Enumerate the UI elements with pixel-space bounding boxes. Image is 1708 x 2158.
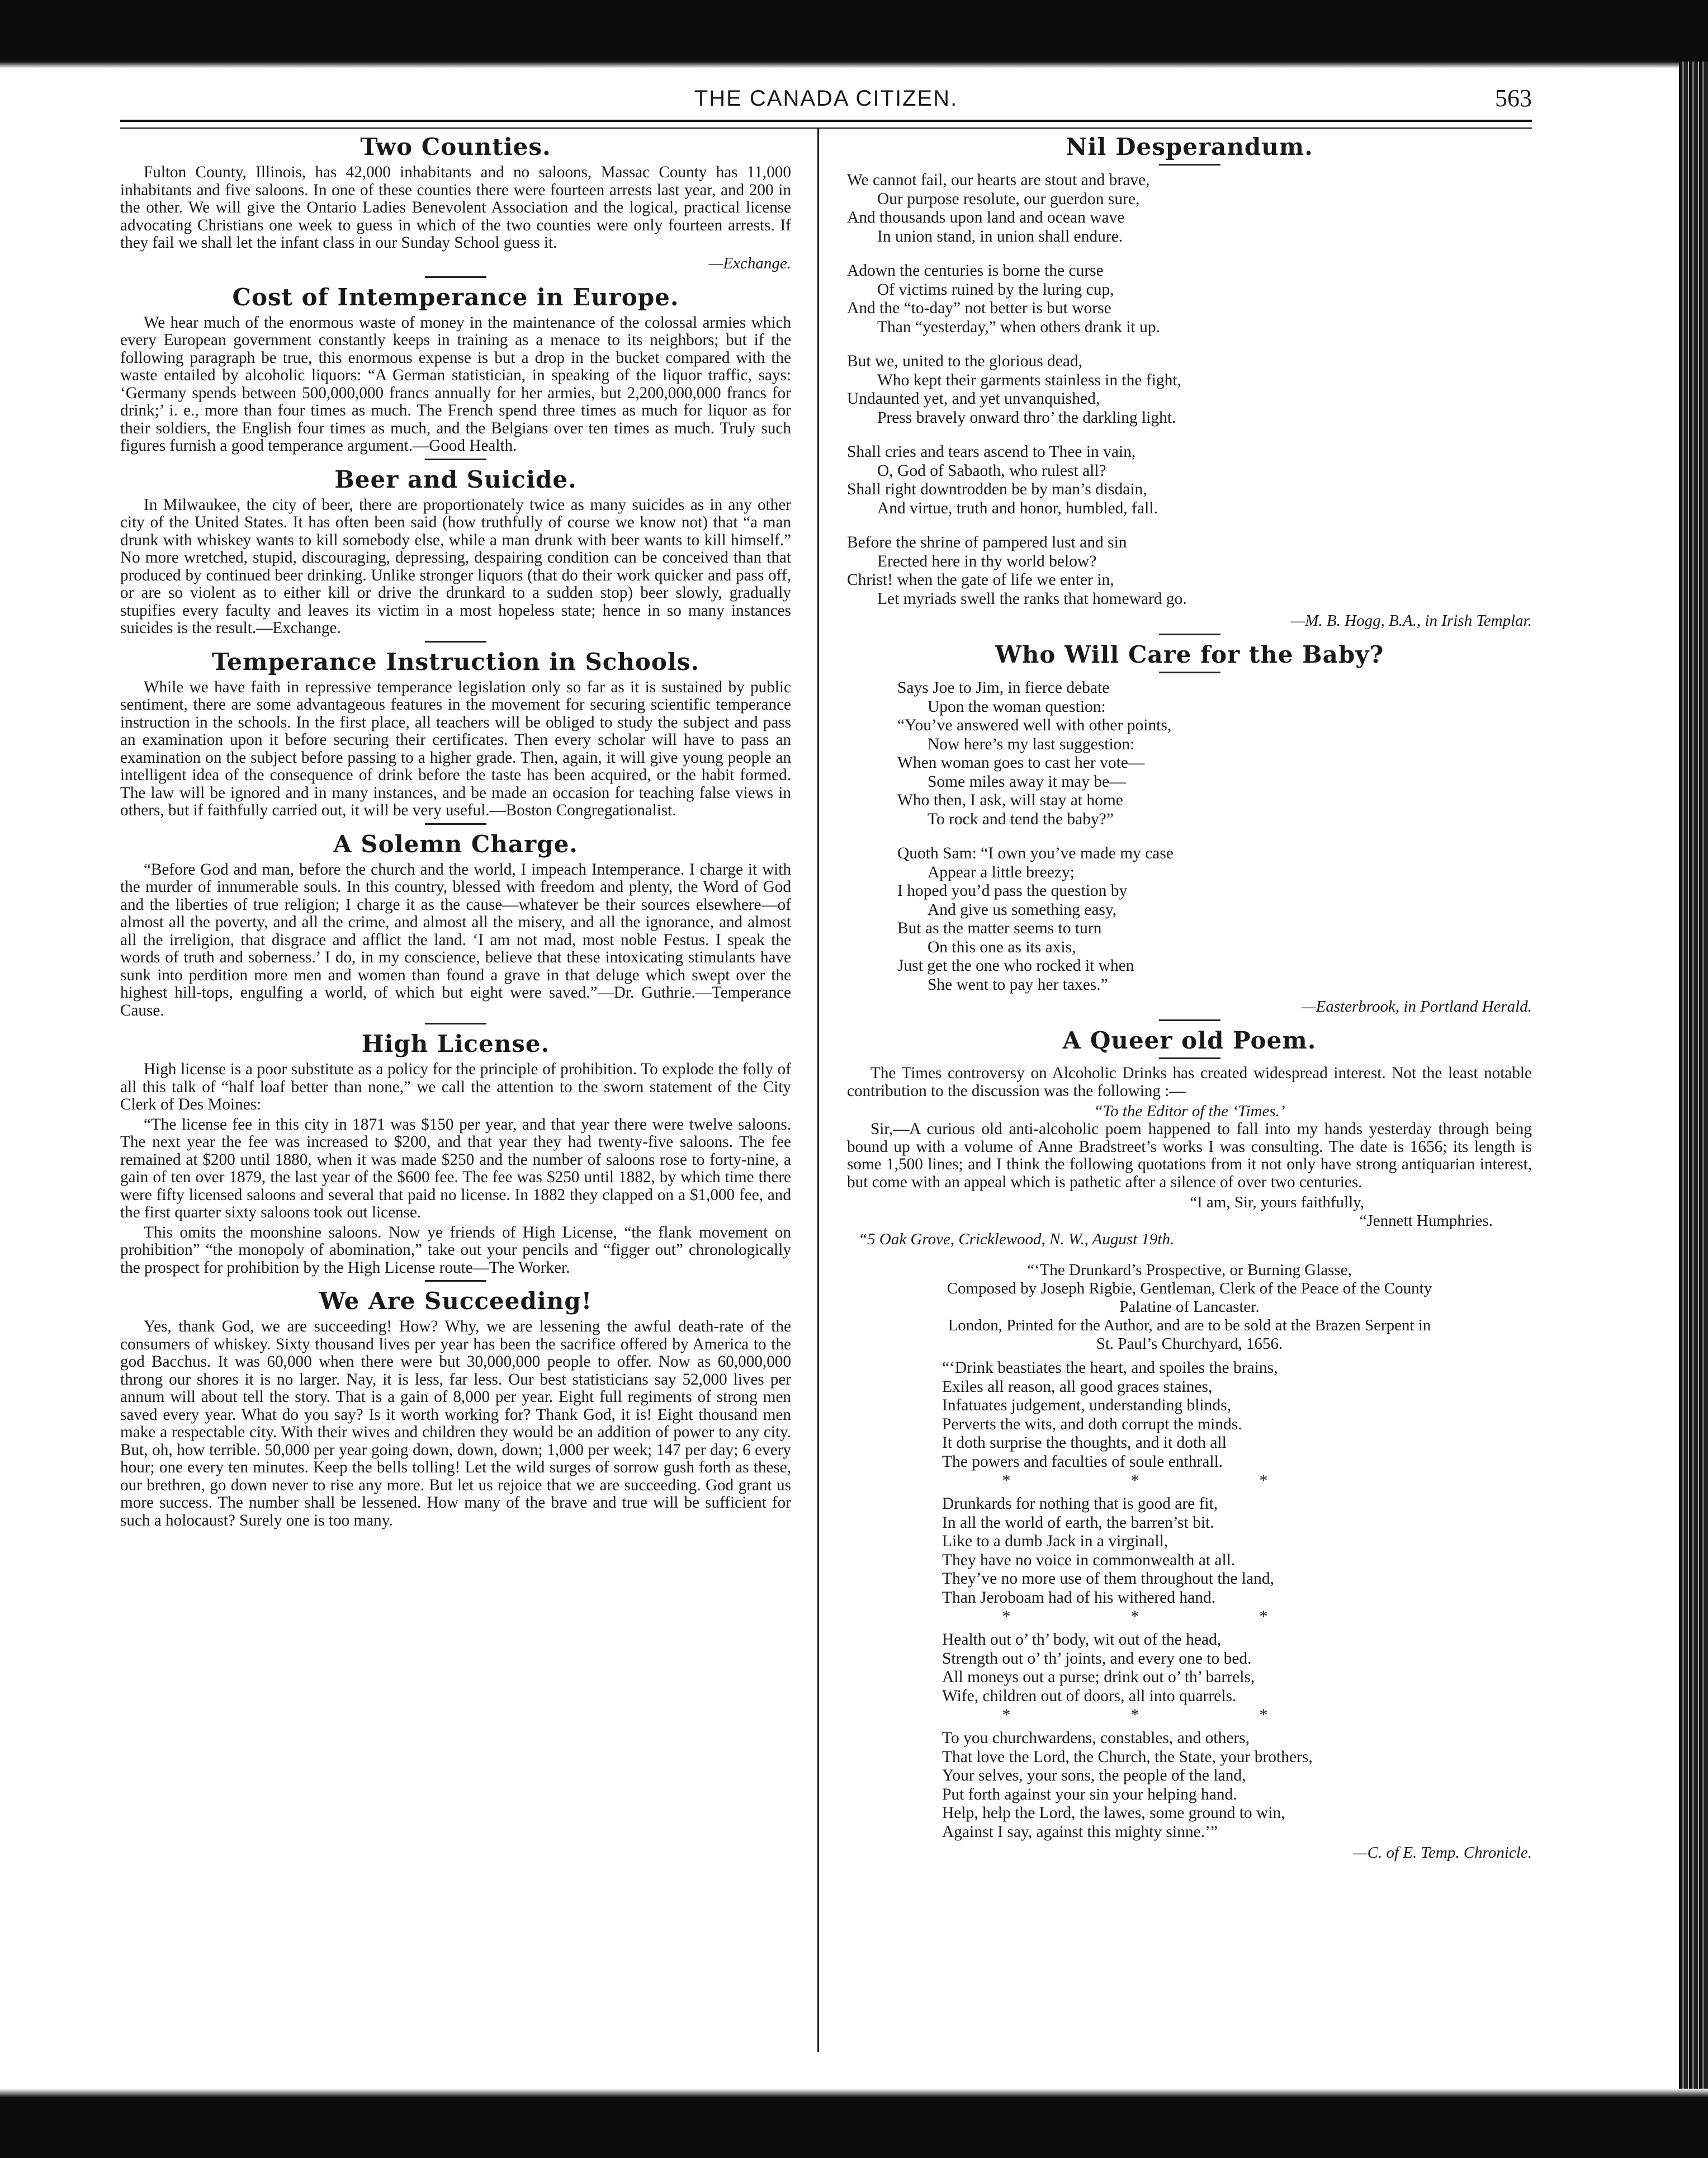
poem-line: The powers and faculties of soule enthrall. <box>942 1452 1223 1471</box>
poem-line: Put forth against your sin your helping hand. <box>942 1785 1237 1803</box>
poem-line: Our purpose resolute, our guerdon sure, <box>877 190 1140 208</box>
section-rule <box>1159 1019 1220 1021</box>
poem-stanza <box>942 1359 1532 1471</box>
poem-stanza <box>847 262 1532 337</box>
article-solemn-charge <box>120 830 791 1020</box>
poem-stanza <box>897 679 1532 829</box>
section-rule <box>1159 634 1220 635</box>
poem-line: Says Joe to Jim, in fierce debate <box>897 679 1110 697</box>
column-divider <box>817 129 819 2052</box>
poem-line: She went to pay her taxes.” <box>928 975 1108 994</box>
section-rule <box>425 641 486 643</box>
scan-border-bottom <box>0 2097 1708 2158</box>
ellipsis-stars <box>942 1707 1532 1723</box>
scan-border-right <box>1679 62 1708 2131</box>
star: * <box>1130 1607 1139 1626</box>
poem-line: Wife, children out of doors, all into quarrels. <box>942 1687 1237 1705</box>
poem-line: Before the shrine of pampered lust and sin <box>847 533 1127 551</box>
article-heading: Cost of Intemperance in Europe. <box>232 283 679 311</box>
poem-line: Against I say, against this mighty sinne.’” <box>942 1822 1218 1841</box>
poem-line: In all the world of earth, the barren’st bit. <box>942 1513 1214 1532</box>
poem-line: I hoped you’d pass the question by <box>897 882 1128 900</box>
section-rule <box>425 1280 486 1282</box>
letter-address: “5 Oak Grove, Cricklewood, N. W., August 19th. <box>858 1230 1175 1248</box>
poem-line: But as the matter seems to turn <box>897 919 1102 937</box>
poem-line: Undaunted yet, and yet unvanquished, <box>847 390 1100 408</box>
star: * <box>1002 1706 1011 1724</box>
star: * <box>1259 1607 1268 1626</box>
poem-stanza <box>847 443 1532 518</box>
letter-body: Sir,—A curious old anti-alcoholic poem happened to fall into my hands yesterday through being bound up with a volume of Anne Bradstreet’s works I was consulting. The date is 1656; its length is some 1,500 lines; and I think the following quotations from it not only have strong antiquarian interest, but come with an appeal which is pathetic after a silence of over two centuries. <box>847 1120 1532 1191</box>
poem-line: Adown the centuries is borne the curse <box>847 262 1104 280</box>
poem-who-will-care-for-the-baby <box>847 641 1532 1016</box>
article-body: While we have faith in repressive temperance legislation only so far as it is sustained by public sentiment, there are some advantageous features in the movement for securing scientific temperance instruction in the schools. In the first place, all teachers will be obliged to study the subject and pass an examination upon it before securing their certificates. Then every scholar will have to pass an examination on the subject before passing to a higher grade. Then, again, it will give young people an intelligent idea of the consequence of drink before the taste has been acquired, or the habit formed. The law will be ignored and in many instances, and be made an occasion for teaching false views in others, but if faithfully carried out, it will be very useful.—Boston Congregationalist. <box>120 678 791 819</box>
article-heading: High License. <box>361 1030 550 1057</box>
section-rule <box>425 1023 486 1024</box>
poem-line: Some miles away it may be— <box>928 772 1126 791</box>
star: * <box>1130 1471 1139 1490</box>
ellipsis-stars <box>942 1472 1532 1489</box>
poem-line: Shall cries and tears ascend to Thee in vain, <box>847 443 1136 461</box>
section-rule <box>425 823 486 825</box>
poem-line: Your selves, your sons, the people of the land, <box>942 1767 1246 1784</box>
book-title-line: Composed by Joseph Rigbie, Gentleman, Clerk of the Peace of the County <box>947 1279 1432 1297</box>
article-heading: Temperance Instruction in Schools. <box>211 648 700 676</box>
poem-stanza <box>942 1631 1532 1706</box>
poem-line: Shall right downtrodden be by man’s disdain, <box>847 480 1147 498</box>
article-body: Fulton County, Illinois, has 42,000 inhabitants and no saloons, Massac County has 11,000 inhabitants and five saloons. In one of these counties there were fourteen arrests last year, and 200 in the other. We will give the Ontario Ladies Benevolent Association and the logical, practical license advocating Christians one week to guess in which of the two counties were only fourteen arrests. If they fail we shall let the infant class in our Sunday School guess it. <box>120 163 791 252</box>
poem-line: “‘Drink beastiates the heart, and spoiles the brains, <box>942 1359 1278 1377</box>
poem-line: Just get the one who rocked it when <box>897 957 1134 975</box>
letter-signature: “Jennett Humphries. <box>1359 1212 1493 1230</box>
article-credit: —Exchange. <box>708 254 791 272</box>
scan-border-top <box>0 0 1708 64</box>
poem-line: Now here’s my last suggestion: <box>928 735 1135 753</box>
poem-stanza <box>847 171 1532 246</box>
poem-line: That love the Lord, the Church, the State, your brothers, <box>942 1748 1313 1766</box>
poem-line: “You’ve answered well with other points, <box>897 716 1172 734</box>
poem-line: Exiles all reason, all good graces staines, <box>942 1377 1213 1396</box>
section-rule <box>425 459 486 460</box>
article-cost-of-intemperance <box>120 284 791 455</box>
poem-line: Strength out o’ th’ joints, and every one to bed. <box>942 1649 1252 1668</box>
newspaper-title: THE CANADA CITIZEN. <box>694 86 958 111</box>
poem-line: It doth surprise the thoughts, and it doth all <box>942 1434 1227 1452</box>
star: * <box>1259 1471 1268 1490</box>
poem-line: And the “to-day” not better is but worse <box>847 299 1111 317</box>
poem-line: Who then, I ask, will stay at home <box>897 791 1123 809</box>
article-two-counties <box>120 133 791 273</box>
poem-body <box>847 171 1532 608</box>
poem-line: Perverts the wits, and doth corrupt the minds. <box>942 1415 1242 1433</box>
poem-credit: —M. B. Hogg, B.A., in Irish Templar. <box>1290 612 1532 630</box>
section-rule <box>1159 672 1220 673</box>
poem-line: When woman goes to cast her vote— <box>897 754 1145 772</box>
ellipsis-stars <box>942 1608 1532 1625</box>
poem-line: And thousands upon land and ocean wave <box>847 209 1125 226</box>
left-column <box>120 129 791 1532</box>
poem-line: Who kept their garments stainless in the fight, <box>877 371 1181 389</box>
poem-stanza <box>942 1495 1532 1607</box>
article-body: In Milwaukee, the city of beer, there are proportionately twice as many suicides as in any other city of the United States. It has often been said (how truthfully of course we know not) that “a man drunk with whiskey wants to kill somebody else, while a man drunk with beer wants to kill himself.” No more wretched, stupid, discouraging, depressing, despairing condition can be conceived than that produced by continued beer drinking. Unlike stronger liquors (that do their work quicker and pass off, or are so violent as to either kill or drive the drunkard to a sudden stop) beer slowly, gradually stupifies every faculty and leaves its victim in a most hopeless state; hence in so many instances suicides is the result.—Exchange. <box>120 495 791 637</box>
article-temperance-instruction <box>120 648 791 820</box>
article-heading: Who Will Care for the Baby? <box>995 641 1384 668</box>
header-rule <box>120 120 1532 129</box>
poem-line: Erected here in thy world below? <box>877 552 1097 570</box>
poem-stanza <box>847 352 1532 427</box>
article-heading: We Are Succeeding! <box>319 1287 593 1315</box>
scan-border-top-edge <box>0 62 1708 68</box>
poem-line: Upon the woman question: <box>928 697 1106 716</box>
poem-stanza <box>847 533 1532 608</box>
article-body: “Before God and man, before the church and the world, I impeach Intemperance. I charge it with the murder of innumerable souls. In this country, blessed with freedom and plenty, the Word of God and the liberties of true religion; I charge it as the cause—whatever be their sources elsewhere—of almost all the poverty, and all the crime, and almost all the misery, and all the ignorance, and almost all the irreligion, that disgrace and afflict the land. ‘I am not mad, most noble Festus. I speak the words of truth and soberness.’ I do, in my conscience, believe that these intoxicating stimulants have sunk into perdition more men and women than found a grave in that deluge which swept over the highest hill-tops, engulfing a world, of which but eight were saved.”—Dr. Guthrie.—Temperance Cause. <box>120 860 791 1019</box>
article-body: Yes, thank God, we are succeeding! How? Why, we are lessening the awful death-rate of the consumers of whiskey. Sixty thousand lives per year has been the sacrifice offered by America to the god Bacchus. It was 60,000 when there were but 30,000,000 people to offer. Now as 60,000,000 throng our shores it is no larger. Nay, it is less, far less. Our best statisticians say 52,000 lives per annum will about tell the story. That is a gain of 8,000 per year. Eight full regiments of strong men saved every year. What do you say? Is it worth working for? Thank God, it is! Eight thousand men make a respectable city. With their wives and children they would be an addition of power to any city. But, oh, how terrible. 50,000 per year going down, down, down; 1,000 per week; 147 per day; 6 every hour; one every ten minutes. Keep the bells tolling! Let the wild surges of sorrow gush forth as these, our brethren, go down never to rise any more. But let us rejoice that we are succeeding. God grant us more success. The number shall be lessened. How many of the brave and true will be sufficient for such a holocaust? Surely one is too many. <box>120 1318 791 1529</box>
article-body: We hear much of the enormous waste of money in the maintenance of the colossal armies which every European government constantly keeps in training as a menace to its neighbors; but if the following paragraph be true, this enormous expense is but a drop in the bucket compared with the waste entailed by alcoholic liquors: “A German statistician, in speaking of the liquor traffic, says: ‘Germany spends between 500,000,000 francs annually for her armies, but 2,200,000,000 francs for drink;’ i. e., more than four times as much. The French spend three times as much for liquor as for their soldiers, the English four times as much, and the Belgians over ten times as much. Truly such figures furnish a good temperance argument.—Good Health. <box>120 313 791 455</box>
article-beer-and-suicide <box>120 466 791 638</box>
article-paragraph: High license is a poor substitute as a policy for the principle of prohibition. To explode the folly of all this talk of “half loaf better than none,” we call the attention to the sworn statement of the City Clerk of Des Moines: <box>120 1060 791 1113</box>
article-quote: “The license fee in this city in 1871 was $150 per year, and that year there were twelve saloons. The next year the fee was increased to $200, and that year they had twenty-five saloons. The fee remained at $200 until 1880, when it was made $250 and the number of saloons rose to forty-nine, a gain of ten over 1879, the last year of the $600 fee. The fee was $250 until 1882, by which time there were fifty licensed saloons and several that paid no license. In 1882 they clapped on a $1,000 fee, and the first quarter sixty saloons took out license. <box>120 1115 791 1221</box>
poem-nil-desperandum <box>847 133 1532 630</box>
article-queer-old-poem <box>847 1027 1532 1862</box>
article-we-are-succeeding <box>120 1287 791 1529</box>
star: * <box>1002 1471 1011 1490</box>
poem-line: They’ve no more use of them throughout the land, <box>942 1570 1274 1588</box>
book-title-line: Palatine of Lancaster. <box>1119 1298 1260 1316</box>
poem-line: And give us something easy, <box>928 900 1117 919</box>
book-title-line: “‘The Drunkard’s Prospective, or Burning Glasse, <box>1027 1261 1352 1279</box>
newspaper-page <box>120 84 1532 2075</box>
poem-line: Help, help the Lord, the lawes, some ground to win, <box>942 1804 1285 1822</box>
poem-line: O, God of Sabaoth, who rulest all? <box>877 461 1106 480</box>
poem-line: Like to a dumb Jack in a virginall, <box>942 1532 1168 1550</box>
star: * <box>1002 1607 1011 1626</box>
poem-stanza <box>942 1729 1532 1841</box>
poem-line: In union stand, in union shall endure. <box>877 227 1123 245</box>
poem-line: All moneys out a purse; drink out o’ th’ barrels, <box>942 1668 1255 1686</box>
section-rule <box>425 276 486 278</box>
article-paragraph: This omits the moonshine saloons. Now ye friends of High License, “the flank movement on prohibition” “the monopoly of abomination,” take out your pencils and “figger out” chronologically the prospect for prohibition by the High License route—The Worker. <box>120 1223 791 1277</box>
poem-line: Drunkards for nothing that is good are fit, <box>942 1495 1218 1513</box>
right-column <box>847 129 1532 1864</box>
poem-line: Appear a little breezy; <box>928 863 1075 881</box>
poem-line: Than “yesterday,” when others drank it up. <box>877 318 1160 336</box>
poem-line: But we, united to the glorious dead, <box>847 352 1083 370</box>
poem-line: Of victims ruined by the luring cup, <box>877 280 1114 299</box>
article-heading: Beer and Suicide. <box>334 465 577 493</box>
section-rule <box>1159 164 1220 166</box>
article-heading: A Queer old Poem. <box>1062 1027 1317 1054</box>
poem-line: To rock and tend the baby?” <box>928 810 1114 828</box>
book-title-line: London, Printed for the Author, and are to be sold at the Brazen Serpent in <box>948 1316 1431 1334</box>
poem-line: Quoth Sam: “I own you’ve made my case <box>897 844 1174 862</box>
article-heading: A Solemn Charge. <box>333 830 578 858</box>
article-heading: Nil Desperandum. <box>1066 133 1313 160</box>
poem-body <box>847 679 1532 994</box>
page-number: 563 <box>1495 84 1532 112</box>
poem-line: We cannot fail, our hearts are stout and brave, <box>847 171 1150 189</box>
poem-line: On this one as its axis, <box>928 938 1076 956</box>
poem-line: To you churchwardens, constables, and others, <box>942 1729 1250 1747</box>
poem-line: Christ! when the gate of life we enter in, <box>847 571 1114 589</box>
book-title-block <box>847 1261 1532 1353</box>
poem-credit: —Easterbrook, in Portland Herald. <box>1301 998 1532 1016</box>
letter-salutation: “To the Editor of the ‘Times.’ <box>1094 1102 1285 1120</box>
poem-line: Infatuates judgement, understanding blinds, <box>942 1396 1231 1414</box>
section-rule <box>1159 1057 1220 1059</box>
book-title-line: St. Paul’s Churchyard, 1656. <box>1096 1335 1283 1353</box>
poem-credit: —C. of E. Temp. Chronicle. <box>1352 1844 1532 1862</box>
star: * <box>1259 1706 1268 1724</box>
poem-stanza <box>897 844 1532 994</box>
poem-body <box>847 1359 1532 1841</box>
letter-closing: “I am, Sir, yours faithfully, <box>1190 1193 1364 1211</box>
poem-line: Let myriads swell the ranks that homeward go. <box>877 589 1187 608</box>
scan-border-bottom-edge <box>0 2089 1708 2098</box>
star: * <box>1130 1706 1139 1724</box>
poem-line: They have no voice in commonwealth at all. <box>942 1551 1236 1569</box>
article-intro: The Times controversy on Alcoholic Drinks has created widespread interest. Not the least notable contribution to the discussion was the following :— <box>847 1064 1532 1100</box>
poem-line: Than Jeroboam had of his withered hand. <box>942 1588 1216 1607</box>
poem-line: Press bravely onward thro’ the darkling light. <box>877 408 1176 427</box>
page-header <box>120 84 1532 120</box>
article-heading: Two Counties. <box>360 133 551 160</box>
poem-line: And virtue, truth and honor, humbled, fall. <box>877 499 1158 517</box>
columns <box>120 129 1532 2069</box>
article-high-license <box>120 1030 791 1277</box>
poem-line: Health out o’ th’ body, wit out of the head, <box>942 1631 1222 1649</box>
